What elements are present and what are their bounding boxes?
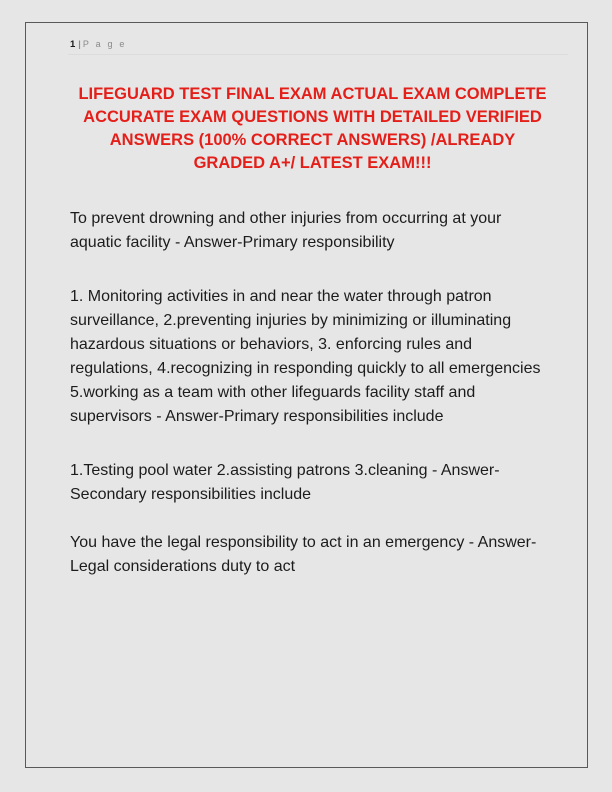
page-label: P a g e	[82, 39, 127, 49]
page-number: 1	[70, 39, 76, 50]
qa-paragraph: To prevent drowning and other injuries from occurring at your aquatic facility - Answer-Primary responsibility	[70, 210, 502, 251]
document-page	[25, 22, 588, 768]
page-header-separator: |	[78, 39, 81, 49]
qa-paragraph: 1.Testing pool water 2.assisting patrons 3.cleaning - Answer-Secondary responsibilities include	[70, 462, 500, 503]
document-title: LIFEGUARD TEST FINAL EXAM ACTUAL EXAM COMPLETE ACCURATE EXAM QUESTIONS WITH DETAILED VERIFIED ANSWERS (100% CORRECT ANSWERS) /ALREADY GRADED A+/ LATEST EXAM!!!	[78, 85, 547, 172]
page-content-area	[26, 23, 587, 767]
header-divider	[68, 54, 568, 55]
page-header	[70, 33, 565, 63]
qa-paragraph: 1. Monitoring activities in and near the water through patron surveillance, 2.preventing injuries by minimizing or illuminating hazardous situations or behaviors, 3. enforcing rules and regulations, 4.recognizing in responding quickly to all emergencies 5.working as a team with other lifeguards facility staff and supervisors - Answer-Primary responsibilities include	[70, 288, 541, 425]
qa-paragraph: You have the legal responsibility to act in an emergency - Answer-Legal considerations duty to act	[70, 534, 537, 575]
page-header-text	[70, 39, 565, 50]
document-body	[70, 207, 565, 579]
